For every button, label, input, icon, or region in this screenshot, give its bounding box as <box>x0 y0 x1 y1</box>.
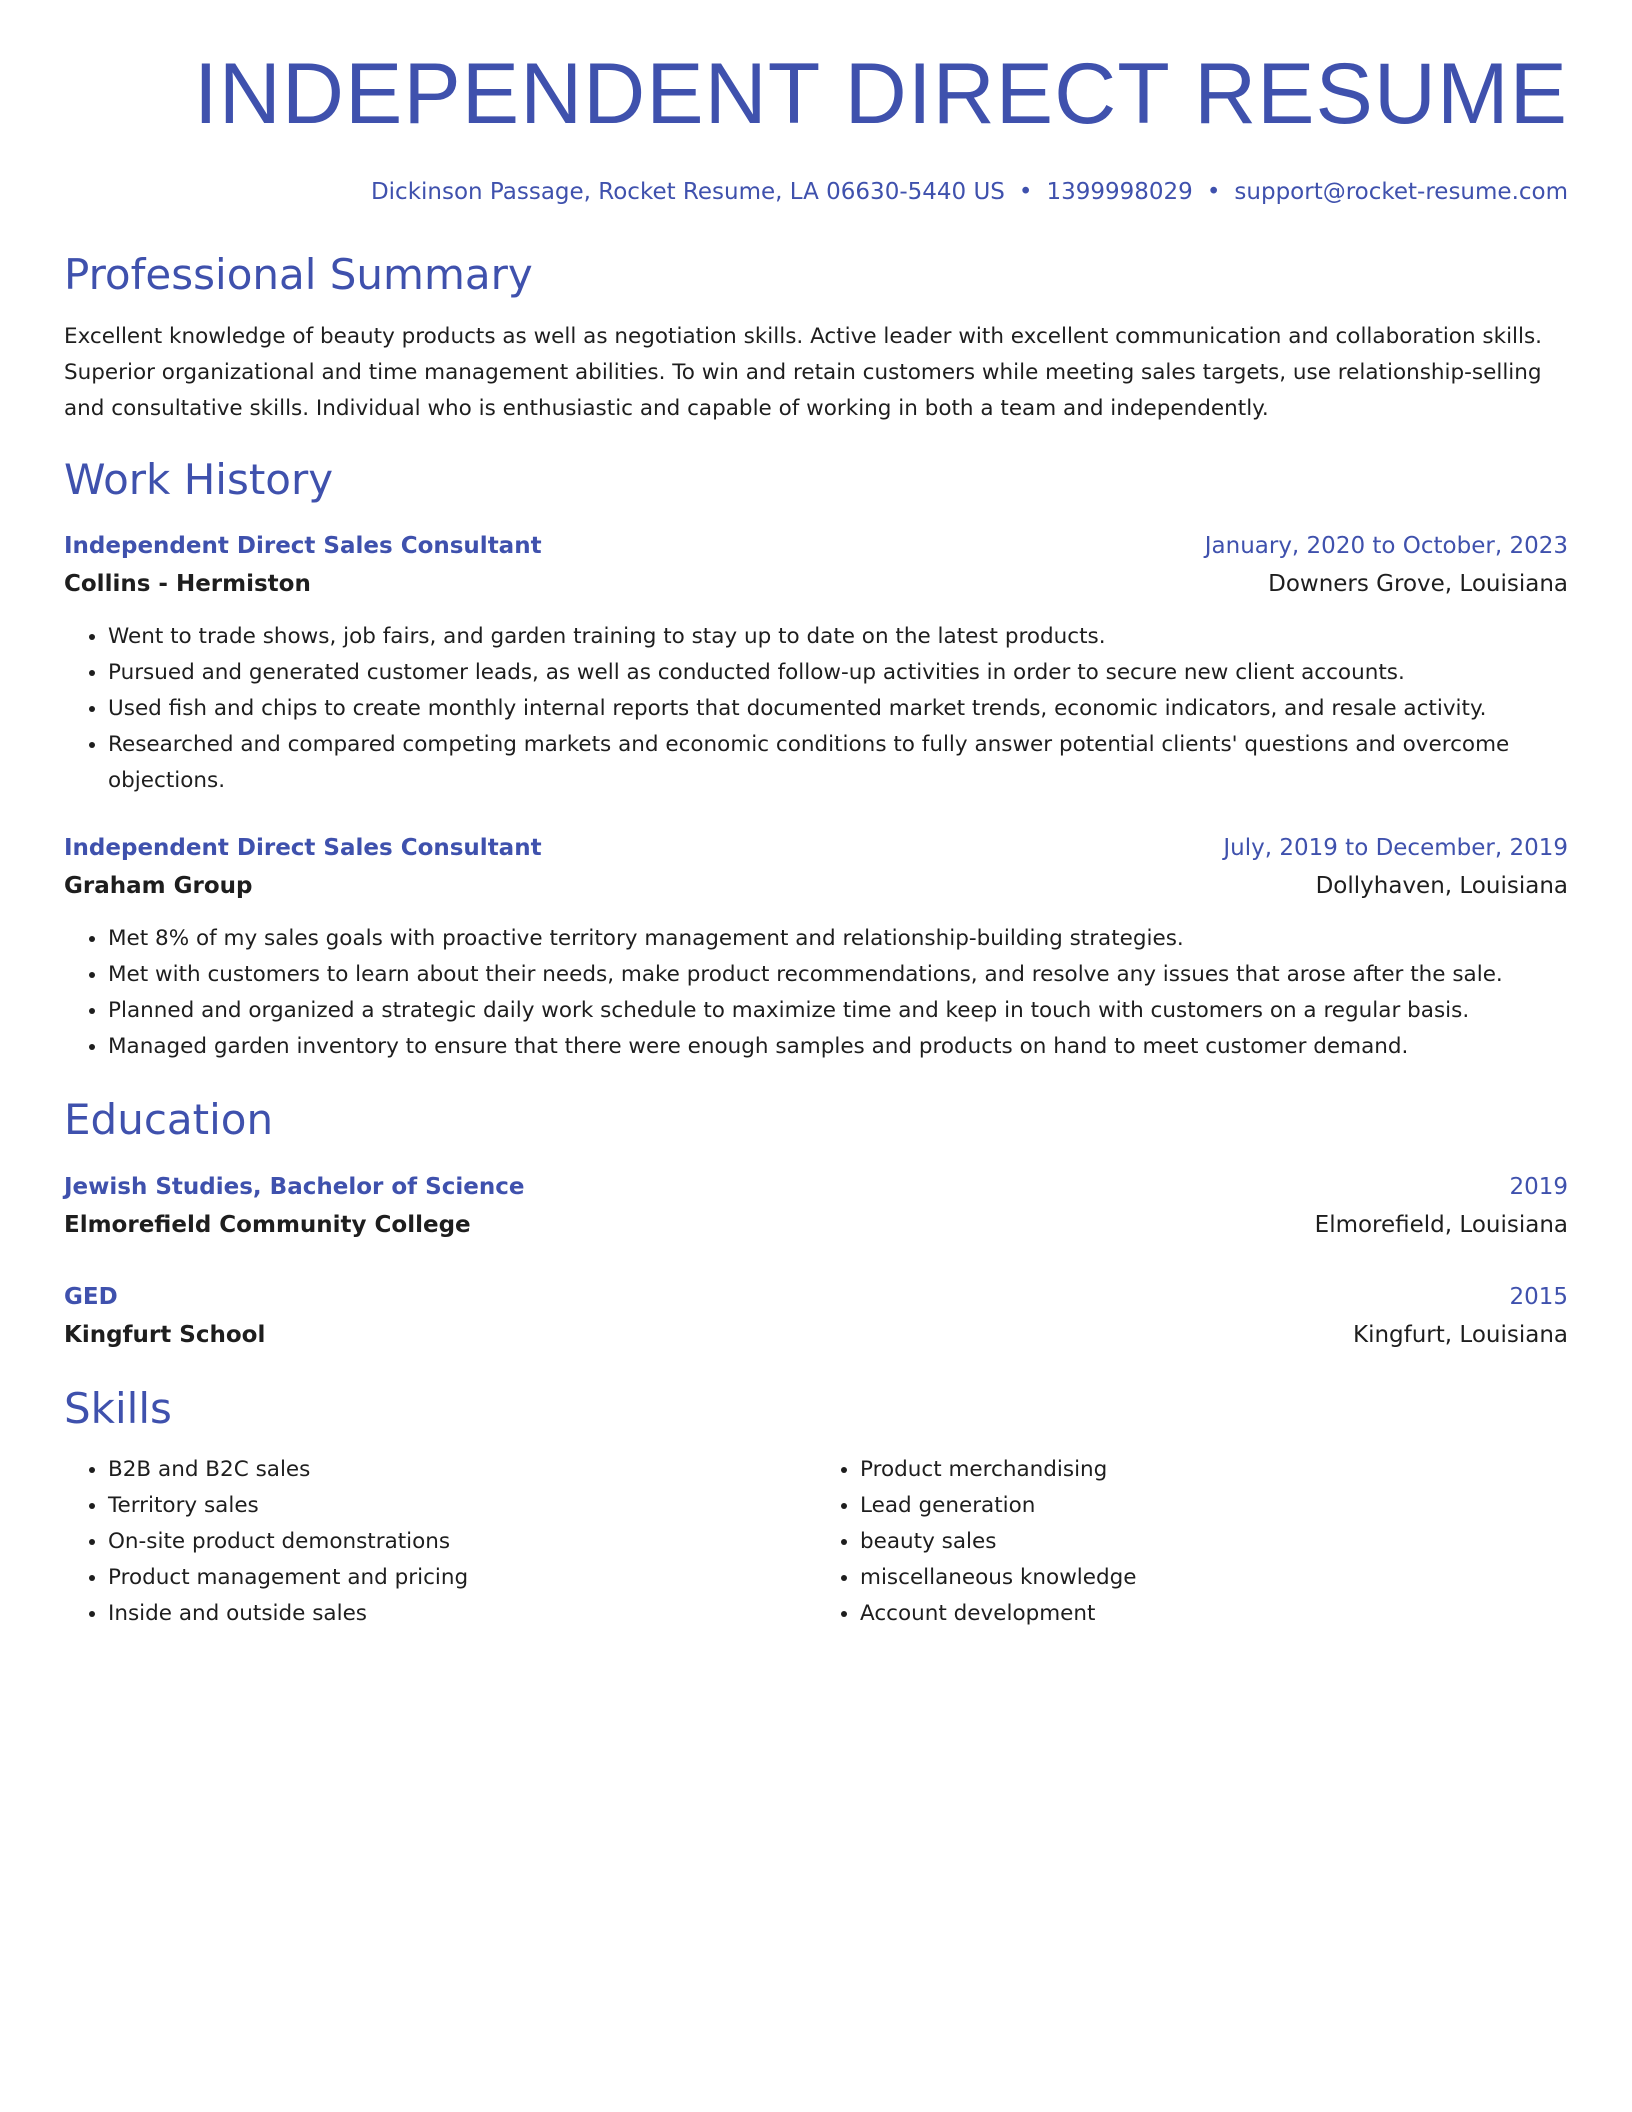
skill-item: • Inside and outside sales <box>108 1596 816 1632</box>
contact-line <box>64 179 1568 207</box>
education-school-row <box>64 1206 1568 1244</box>
section-title-summary: Professional Summary <box>64 250 533 300</box>
job-location: Dollyhaven, Louisiana <box>1315 873 1568 900</box>
job-bullet: • Planned and organized a strategic daily work schedule to maximize time and keep in touch with customers on a regular basis. <box>108 993 1568 1029</box>
skills-column-right <box>816 1452 1568 1632</box>
job-company: Collins - Hermiston <box>64 571 311 598</box>
job-dates: January, 2020 to October, 2023 <box>1204 533 1568 560</box>
job-bullet: • Met with customers to learn about their needs, make product recommendations, and resolve any issues that arose after the sale. <box>108 957 1568 993</box>
section-title-education: Education <box>64 1095 274 1145</box>
skill-item: • Product management and pricing <box>108 1560 816 1596</box>
skill-item: • On-site product demonstrations <box>108 1524 816 1560</box>
resume-header <box>64 48 1568 206</box>
education-school-row <box>64 1316 1568 1354</box>
skills-list <box>64 1452 816 1632</box>
job-company-row <box>64 867 1568 905</box>
job-company-row <box>64 565 1568 603</box>
job-dates: July, 2019 to December, 2019 <box>1223 835 1568 862</box>
skill-item: • miscellaneous knowledge <box>860 1560 1568 1596</box>
job-bullet: • Met 8% of my sales goals with proactive territory management and relationship-building strategies. <box>108 921 1568 957</box>
section-title-work-history: Work History <box>64 454 334 504</box>
job-entry <box>64 829 1568 1065</box>
education-header-row <box>64 1168 1568 1206</box>
contact-address: Dickinson Passage, Rocket Resume, LA 06630-5440 US <box>370 178 1005 205</box>
job-entry <box>64 527 1568 799</box>
education-school: Kingfurt School <box>64 1321 266 1348</box>
job-bullet: • Managed garden inventory to ensure that there were enough samples and products on hand to meet customer demand. <box>108 1029 1568 1065</box>
resume-name: INDEPENDENT DIRECT RESUME <box>193 46 1568 142</box>
education-year: 2015 <box>1509 1283 1568 1310</box>
summary-text: Excellent knowledge of beauty products as well as negotiation skills. Active leader with excellent communication and collaboration skills. Superior organizational and time management abilities. To win and retain customers while meeting sales targets, use relationship-selling and consultative skills. Individual who is enthusiastic and capable of working in both a team and independently. <box>64 323 1543 421</box>
education-location: Kingfurt, Louisiana <box>1352 1321 1568 1348</box>
job-header-row <box>64 829 1568 867</box>
job-location: Downers Grove, Louisiana <box>1268 571 1568 598</box>
job-bullet: • Researched and compared competing markets and economic conditions to fully answer potential clients' questions and overcome objections. <box>108 727 1568 799</box>
education-header-row <box>64 1278 1568 1316</box>
education-entry <box>64 1168 1568 1244</box>
section-title-skills: Skills <box>64 1383 172 1433</box>
contact-phone: 1399998029 <box>1046 178 1193 205</box>
job-title: Independent Direct Sales Consultant <box>64 835 542 862</box>
job-bullets <box>64 921 1568 1065</box>
skill-item: • Account development <box>860 1596 1568 1632</box>
job-bullet: • Used fish and chips to create monthly internal reports that documented market trends, economic indicators, and resale activity. <box>108 691 1568 727</box>
skills-grid <box>64 1452 1568 1632</box>
education-school: Elmorefield Community College <box>64 1211 471 1238</box>
education-degree: GED <box>64 1283 118 1310</box>
skill-item: • B2B and B2C sales <box>108 1452 816 1488</box>
job-company: Graham Group <box>64 873 253 900</box>
skill-item: • Territory sales <box>108 1488 816 1524</box>
job-header-row <box>64 527 1568 565</box>
contact-email: support@rocket-resume.com <box>1234 178 1568 205</box>
skills-list <box>816 1452 1568 1632</box>
skill-item: • beauty sales <box>860 1524 1568 1560</box>
education-entry <box>64 1278 1568 1354</box>
job-title: Independent Direct Sales Consultant <box>64 533 542 560</box>
skill-item: • Product merchandising <box>860 1452 1568 1488</box>
contact-separator: • <box>1018 178 1033 205</box>
job-bullet: • Pursued and generated customer leads, as well as conducted follow-up activities in order to secure new client accounts. <box>108 655 1568 691</box>
job-bullets <box>64 619 1568 799</box>
skill-item: • Lead generation <box>860 1488 1568 1524</box>
contact-separator: • <box>1206 178 1221 205</box>
education-location: Elmorefield, Louisiana <box>1314 1211 1568 1238</box>
education-year: 2019 <box>1509 1173 1568 1200</box>
skills-column-left <box>64 1452 816 1632</box>
education-degree: Jewish Studies, Bachelor of Science <box>64 1173 525 1200</box>
job-bullet: • Went to trade shows, job fairs, and garden training to stay up to date on the latest products. <box>108 619 1568 655</box>
